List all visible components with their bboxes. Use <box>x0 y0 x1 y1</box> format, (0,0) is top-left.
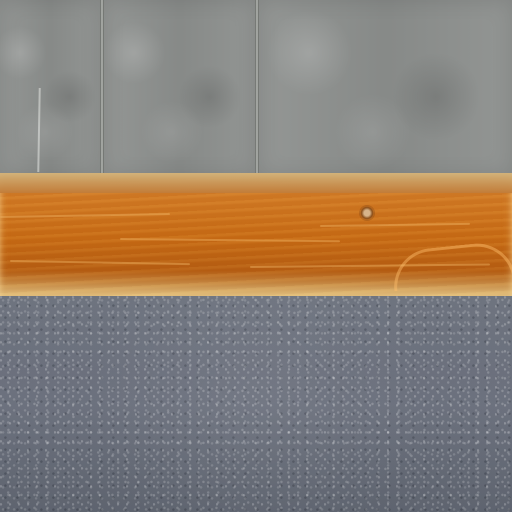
panel-seam-left <box>100 0 104 176</box>
concrete-panel-right <box>259 0 512 176</box>
wood-knot <box>360 206 374 220</box>
concrete-panel-left <box>0 0 100 176</box>
concrete-panel-middle <box>104 0 255 176</box>
wooden-rail-top-edge <box>0 173 512 193</box>
carpet-shading <box>0 296 512 512</box>
panel-seam-right <box>255 0 259 176</box>
